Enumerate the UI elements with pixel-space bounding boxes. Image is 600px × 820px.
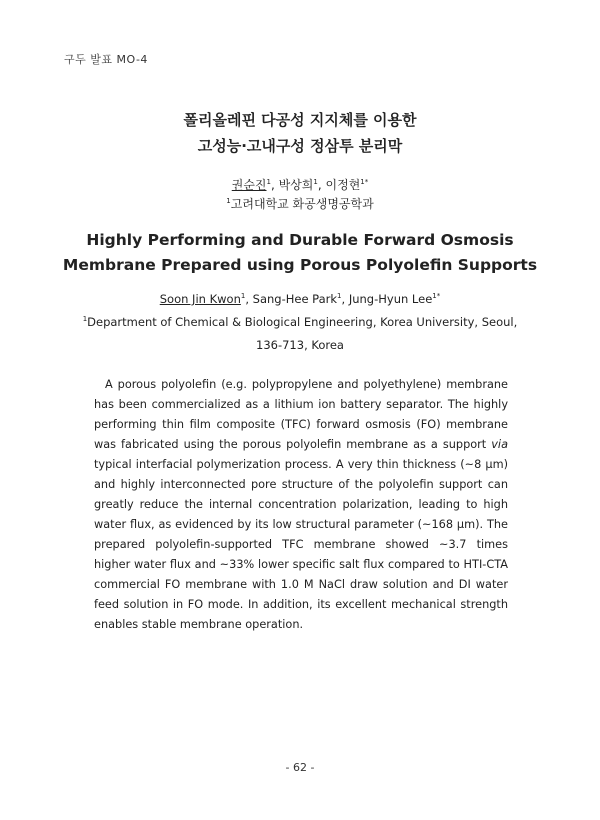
abstract-text-part-2: typical interfacial polymerization process. A very thin thickness (~8 μm) and highly interconnected pore structure of the polyolefin support can greatly reduce the internal concentration polarization, leading to high water flux, as evidenced by its low structural parameter (~168 μm). The prepared polyolefin-supported TFC membrane showed ~3.7 times higher water flux and ~33% lower specific salt flux compared to HTI-CTA commercial FO membrane with 1.0 M NaCl draw solution and DI water feed solution in FO mode. In addition, its excellent mechanical strength enables stable membrane operation. <box>94 458 508 631</box>
english-affiliation-line-2: 136-713, Korea <box>256 338 344 352</box>
abstract-paragraph <box>94 375 508 635</box>
english-affiliation-text: Department of Chemical & Biological Engineering, Korea University, Seoul, <box>87 315 518 329</box>
english-author-name: Jung-Hyun Lee <box>348 292 433 306</box>
korean-authors: 권순진$^1$, 박상희$^1$, 이정현$^{1*}$ <box>231 178 369 192</box>
korean-author-name: 이정현 <box>325 178 361 192</box>
english-author-name: Soon Jin Kwon <box>159 292 241 306</box>
korean-author-sup: 1 <box>313 178 318 186</box>
korean-title-line-1: 폴리올레핀 다공성 지지체를 이용한 <box>183 111 417 129</box>
korean-affiliation-text: 고려대학교 화공생명공학과 <box>230 197 374 211</box>
korean-author-sup: 1 <box>266 178 271 186</box>
english-title-line-2: Membrane Prepared using Porous Polyolefin Supports <box>62 256 538 274</box>
abstract-text-part-1: A porous polyolefin (e.g. polypropylene and polyethylene) membrane has been commercialized as a lithium ion battery separator. The highly performing thin film composite (TFC) forward osmosis (FO) membrane was fabricated using the porous polyolefin membrane as a support <box>94 378 508 451</box>
korean-author-name: 박상희 <box>278 178 314 192</box>
english-author-sup: 1 <box>337 292 342 301</box>
abstract-via-italic: via <box>491 438 508 451</box>
english-author-sup: 1 <box>240 292 246 301</box>
session-tag: 구두 발표 MO-4 <box>64 53 148 66</box>
korean-author-sup: 1* <box>360 178 369 186</box>
korean-affiliation <box>0 195 600 212</box>
english-authors: Soon Jin Kwon$^1$, Sang-Hee Park$^1$, Jung-Hyun Lee$^{1*}$ <box>159 292 441 306</box>
korean-author-name: 권순진 <box>231 178 267 192</box>
korean-affiliation-sup: 1 <box>226 197 231 205</box>
korean-title-line-2: 고성능·고내구성 정삼투 분리막 <box>197 137 403 155</box>
english-title-line-1: Highly Performing and Durable Forward Osmosis <box>86 231 514 249</box>
english-affiliation-sup: 1 <box>82 315 88 324</box>
abstract <box>94 375 508 635</box>
english-affiliation-line-1 <box>0 315 600 329</box>
english-author-name: Sang-Hee Park <box>252 292 338 306</box>
english-author-sup: 1* <box>432 292 441 301</box>
page-number: - 62 - <box>285 761 315 774</box>
